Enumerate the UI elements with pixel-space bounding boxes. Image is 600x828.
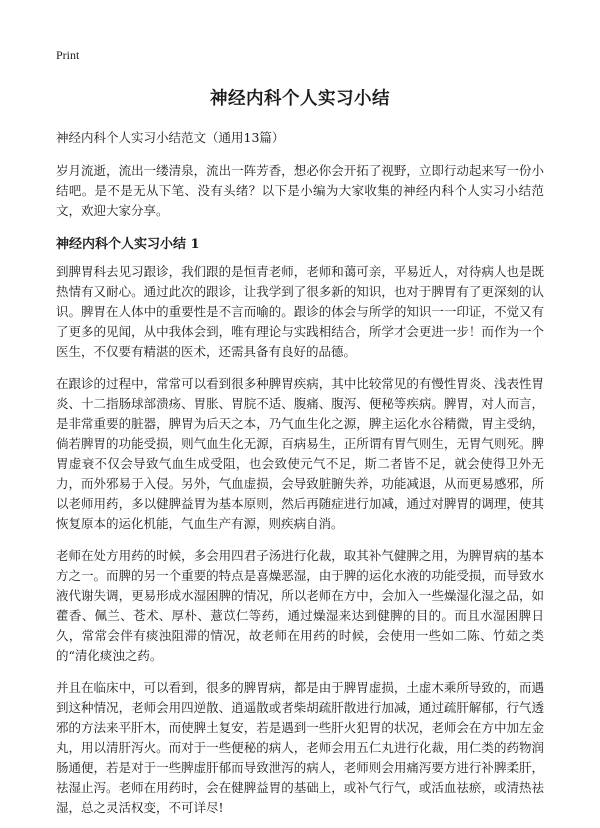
body-paragraph-4: 并且在临床中，可以看到，很多的脾胃病，都是由于脾胃虚损，土虚木乘所导致的，而遇到这种情况，老师会用四逆散、逍遥散或者柴胡疏肝散进行加减，通过疏肝解郁，行气透邪的方法来平肝木，而使脾土复安，若是遇到一些肝火犯胃的状况，老师会在方中加左金丸，用以清肝泻火。而对于一些便秘的病人，老师会用五仁丸进行化裁，用仁类的药物润肠通便，若是对于一些脾虚肝郁而导致泄泻的病人，老师则会用痛泻要方进行补脾柔肝，祛湿止泻。老师在用药时，会在健脾益胃的基础上，或补气行气，或活血祛瘀，或清热祛湿，总之灵活权变，不可详尽!	[56, 680, 544, 815]
intro-paragraph: 岁月流逝，流出一缕清泉，流出一阵芳香，想必你会开拓了视野，立即行动起来写一份小结吧。是不是无从下笔、没有头绪？以下是小编为大家收集的神经内科个人实习小结范文，欢迎大家分享。	[56, 163, 544, 218]
body-paragraph-2: 在跟诊的过程中，常常可以看到很多种脾胃疾病，其中比较常见的有慢性胃炎、浅表性胃炎、十二指肠球部溃疡、胃胀、胃脘不适、腹痛、腹泻、便秘等疾病。脾胃，对人而言，是非常重要的脏器，脾胃为后天之本，乃气血生化之源，脾主运化水谷精微，胃主受纳，倘若脾胃的功能受损，则气血生化无源，百病易生，正所谓有胃气则生，无胃气则死。脾胃虚衰不仅会导致气血生成受阻，也会致使元气不足，斯二者皆不足，就会使得卫外无力，而外邪易于入侵。另外，气血虚损，会导致脏腑失养，功能减退，从而更易感邪，所以老师用药，多以健脾益胃为基本原则，然后再随症进行加减，通过对脾胃的调理，使其恢复原本的运化机能，气血生产有源，则疾病自消。	[56, 376, 544, 531]
section-heading: 神经内科个人实习小结 1	[56, 237, 200, 252]
document-title: 神经内科个人实习小结	[210, 89, 390, 109]
document-subtitle: 神经内科个人实习小结范文（通用13篇）	[56, 130, 285, 145]
print-link[interactable]: Print	[56, 48, 80, 62]
body-paragraph-3: 老师在处方用药的时候，多会用四君子汤进行化裁，取其补气健脾之用，为脾胃病的基本方之一。而脾的另一个重要的特点是喜燥恶湿，由于脾的运化水液的功能受损，而导致水液代谢失调，更易形成水湿困脾的情况，所以老师在方中，会加入一些燥湿化湿之品，如藿香、佩兰、苍术、厚朴、薏苡仁等药，通过燥湿来达到健脾的目的。而且水湿困脾日久，常常会伴有痰浊阻滞的情况，故老师在用药的时候，会使用一些如二陈、竹茹之类的“清化痰浊之药。	[56, 548, 544, 663]
body-paragraph-1: 到脾胃科去见习跟诊，我们跟的是恒青老师，老师和蔼可亲，平易近人，对待病人也是既热情有又耐心。通过此次的跟诊，让我学到了很多新的知识，也对于脾胃有了更深刻的认识。脾胃在人体中的重要性是不言而喻的。跟诊的体会与所学的知识一一印证，不觉又有了更多的见闻，从中我体会到，唯有理论与实践相结合，所学才会更进一步！而作为一个医生，不仅要有精湛的医术，还需具备有良好的品德。	[56, 264, 544, 359]
